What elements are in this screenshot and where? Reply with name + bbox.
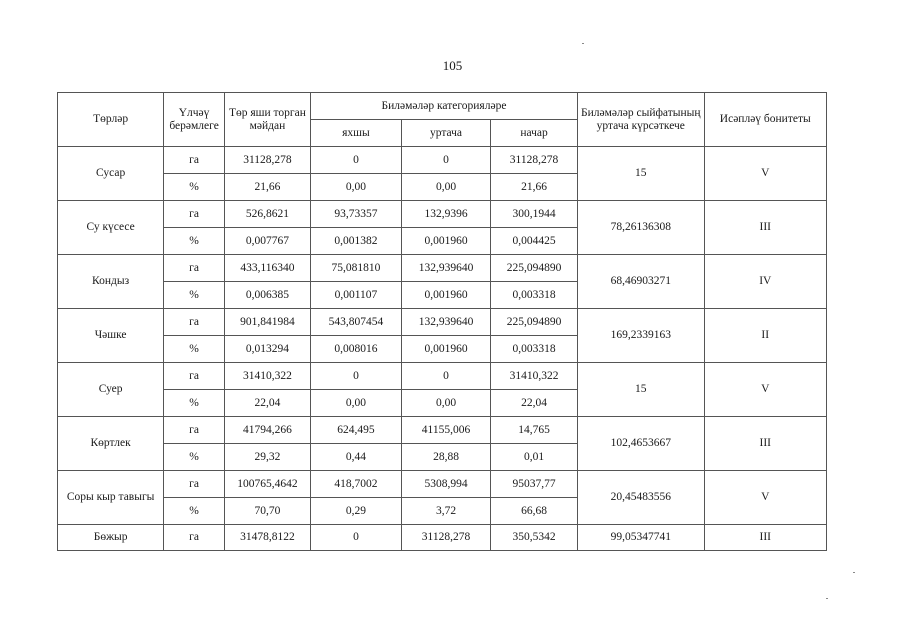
cell-pct-unit: %: [164, 174, 225, 201]
cell-ha-medium: 0: [401, 363, 490, 390]
cell-ha-unit: га: [164, 471, 225, 498]
cell-ha-good: 624,495: [310, 417, 401, 444]
cell-ha-good: 75,081810: [310, 255, 401, 282]
cell-ha-unit: га: [164, 363, 225, 390]
cell-ha-area: 41794,266: [224, 417, 310, 444]
header-medium: уртача: [401, 120, 490, 147]
species-name: Сусар: [58, 147, 164, 201]
last-row-name: Бөжыр: [58, 525, 164, 551]
table-row: [58, 309, 827, 336]
cell-ha-medium: 0: [401, 147, 490, 174]
cell-ha-good: 93,73357: [310, 201, 401, 228]
last-row-area: 31478,8122: [224, 525, 310, 551]
cell-pct-area: 21,66: [224, 174, 310, 201]
cell-ha-good: 543,807454: [310, 309, 401, 336]
species-name: Көртлек: [58, 417, 164, 471]
scan-speck: [826, 598, 828, 599]
cell-ha-medium: 132,939640: [401, 255, 490, 282]
cell-ha-area: 901,841984: [224, 309, 310, 336]
avg-index-cell: 78,26136308: [578, 201, 704, 255]
cell-pct-area: 0,007767: [224, 228, 310, 255]
cell-ha-medium: 5308,994: [401, 471, 490, 498]
cell-ha-medium: 41155,006: [401, 417, 490, 444]
cell-ha-area: 433,116340: [224, 255, 310, 282]
avg-index-cell: 15: [578, 147, 704, 201]
header-types: Төрләр: [58, 93, 164, 147]
cell-pct-unit: %: [164, 282, 225, 309]
cell-ha-unit: га: [164, 417, 225, 444]
cell-pct-medium: 0,001960: [401, 228, 490, 255]
last-row-bonitet: III: [704, 525, 826, 551]
cell-pct-bad: 0,01: [491, 444, 578, 471]
cell-ha-bad: 225,094890: [491, 255, 578, 282]
avg-index-cell: 20,45483556: [578, 471, 704, 525]
species-name: Суер: [58, 363, 164, 417]
table-body: [58, 147, 827, 551]
bonitet-cell: II: [704, 309, 826, 363]
bonitet-cell: V: [704, 147, 826, 201]
bonitet-cell: III: [704, 417, 826, 471]
header-bonitet: Исәпләү бонитеты: [704, 93, 826, 147]
header-bad: начар: [491, 120, 578, 147]
avg-index-cell: 169,2339163: [578, 309, 704, 363]
cell-ha-unit: га: [164, 147, 225, 174]
cell-pct-unit: %: [164, 498, 225, 525]
header-unit: Үлчәү берәмлеге: [164, 93, 225, 147]
table-row: [58, 147, 827, 174]
table-row: [58, 255, 827, 282]
table-row: [58, 525, 827, 551]
cell-pct-unit: %: [164, 444, 225, 471]
habitat-table: [57, 92, 827, 551]
cell-ha-medium: 132,939640: [401, 309, 490, 336]
cell-pct-bad: 21,66: [491, 174, 578, 201]
cell-pct-good: 0,00: [310, 174, 401, 201]
cell-ha-bad: 31410,322: [491, 363, 578, 390]
cell-pct-area: 0,013294: [224, 336, 310, 363]
cell-pct-medium: 0,001960: [401, 336, 490, 363]
last-row-avg: 99,05347741: [578, 525, 704, 551]
scan-speck: [582, 43, 584, 44]
cell-ha-bad: 225,094890: [491, 309, 578, 336]
cell-ha-good: 418,7002: [310, 471, 401, 498]
cell-pct-good: 0,001382: [310, 228, 401, 255]
table-row: [58, 201, 827, 228]
avg-index-cell: 102,4653667: [578, 417, 704, 471]
species-name: Соры кыр тавыгы: [58, 471, 164, 525]
cell-ha-bad: 31128,278: [491, 147, 578, 174]
table-row: [58, 417, 827, 444]
cell-ha-good: 0: [310, 363, 401, 390]
cell-pct-bad: 66,68: [491, 498, 578, 525]
last-row-medium: 31128,278: [401, 525, 490, 551]
header-good: яхшы: [310, 120, 401, 147]
cell-pct-medium: 3,72: [401, 498, 490, 525]
page-number: 105: [442, 58, 463, 73]
cell-pct-good: 0,001107: [310, 282, 401, 309]
bonitet-cell: III: [704, 201, 826, 255]
bonitet-cell: V: [704, 471, 826, 525]
cell-pct-area: 0,006385: [224, 282, 310, 309]
species-name: Кондыз: [58, 255, 164, 309]
cell-pct-unit: %: [164, 390, 225, 417]
cell-ha-bad: 95037,77: [491, 471, 578, 498]
cell-pct-area: 29,32: [224, 444, 310, 471]
cell-pct-area: 70,70: [224, 498, 310, 525]
bonitet-cell: IV: [704, 255, 826, 309]
cell-ha-area: 31128,278: [224, 147, 310, 174]
cell-pct-unit: %: [164, 336, 225, 363]
cell-ha-bad: 14,765: [491, 417, 578, 444]
last-row-bad: 350,5342: [491, 525, 578, 551]
cell-ha-unit: га: [164, 201, 225, 228]
species-name: Чәшке: [58, 309, 164, 363]
cell-pct-medium: 28,88: [401, 444, 490, 471]
cell-pct-good: 0,00: [310, 390, 401, 417]
cell-pct-medium: 0,00: [401, 174, 490, 201]
cell-ha-unit: га: [164, 309, 225, 336]
avg-index-cell: 68,46903271: [578, 255, 704, 309]
last-row-unit: га: [164, 525, 225, 551]
cell-ha-area: 526,8621: [224, 201, 310, 228]
scan-speck: [853, 572, 855, 573]
cell-pct-bad: 0,004425: [491, 228, 578, 255]
cell-ha-unit: га: [164, 255, 225, 282]
cell-ha-bad: 300,1944: [491, 201, 578, 228]
avg-index-cell: 15: [578, 363, 704, 417]
cell-pct-unit: %: [164, 228, 225, 255]
cell-pct-bad: 0,003318: [491, 282, 578, 309]
cell-pct-area: 22,04: [224, 390, 310, 417]
table-row: [58, 471, 827, 498]
header-categories: Биләмәләр категорияләре: [310, 93, 577, 120]
cell-ha-area: 31410,322: [224, 363, 310, 390]
cell-pct-good: 0,44: [310, 444, 401, 471]
header-area: Төр яши торган мәйдан: [224, 93, 310, 147]
cell-pct-bad: 22,04: [491, 390, 578, 417]
cell-ha-good: 0: [310, 147, 401, 174]
cell-pct-bad: 0,003318: [491, 336, 578, 363]
cell-pct-medium: 0,00: [401, 390, 490, 417]
cell-pct-medium: 0,001960: [401, 282, 490, 309]
cell-ha-medium: 132,9396: [401, 201, 490, 228]
header-avg-index: Биләмәләр сыйфатының уртача күрсәткече: [578, 93, 704, 147]
table-row: [58, 363, 827, 390]
cell-pct-good: 0,008016: [310, 336, 401, 363]
bonitet-cell: V: [704, 363, 826, 417]
last-row-good: 0: [310, 525, 401, 551]
cell-ha-area: 100765,4642: [224, 471, 310, 498]
cell-pct-good: 0,29: [310, 498, 401, 525]
species-name: Су күсесе: [58, 201, 164, 255]
